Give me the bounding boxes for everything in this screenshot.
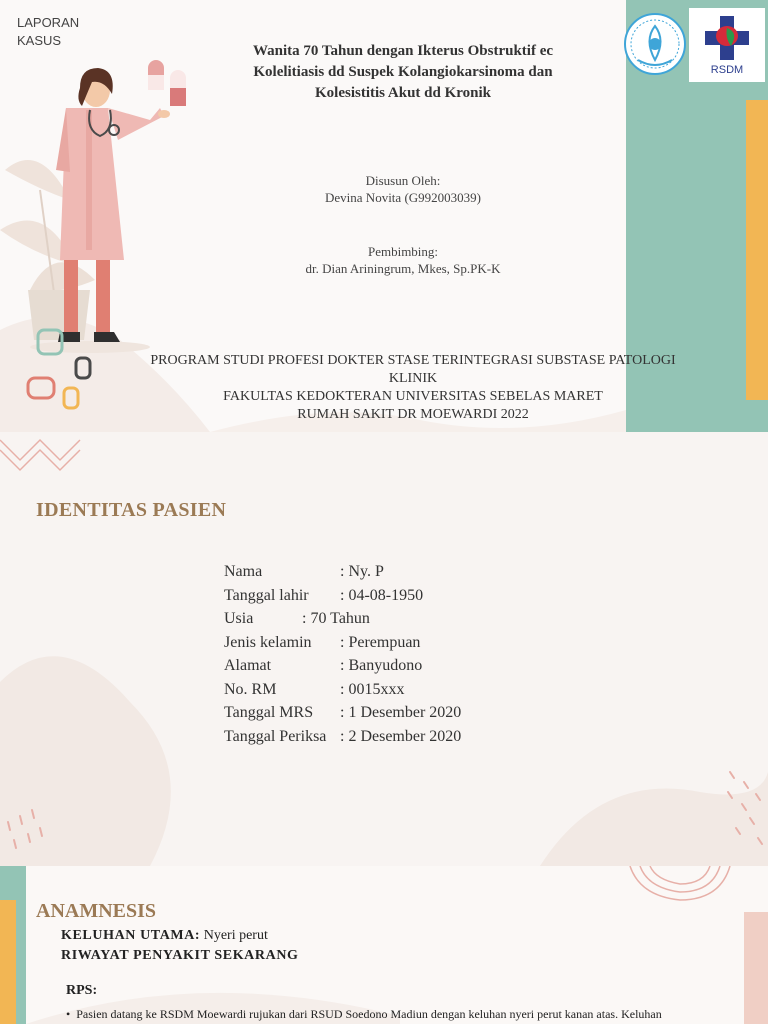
table-row: Tanggal MRS : 1 Desember 2020 [224, 704, 462, 721]
table-row: Nama : Ny. P [224, 563, 384, 580]
present-illness-heading: RIWAYAT PENYAKIT SEKARANG [61, 948, 299, 963]
report-type-label: LAPORAN KASUS [17, 15, 80, 48]
author-label: Disusun Oleh: [365, 173, 441, 188]
program-info: PROGRAM STUDI PROFESI DOKTER STASE TERINTEGRASI SUBSTASE PATOLOGI KLINIK FAKULTAS KEDOKTERAN UNIVERSITAS SEBELAS MARET RUMAH SAKIT DR MOEWARDI 2022 [150, 353, 676, 422]
table-row: No. RM : 0015xxx [224, 680, 405, 698]
pink-band [744, 912, 768, 1024]
advisor-label: Pembimbing: [367, 244, 439, 259]
chief-complaint-label: KELUHAN UTAMA: [61, 928, 201, 943]
advisor-block [203, 243, 603, 277]
section-heading: IDENTITAS PASIEN [36, 499, 227, 521]
university-logo [622, 10, 688, 78]
hospital-logo [689, 8, 765, 82]
background-decoration [0, 866, 768, 1024]
chief-complaint [61, 928, 268, 944]
rps-label: RPS: [66, 983, 98, 998]
table-row: Tanggal lahir : 04-08-1950 [224, 586, 424, 604]
yellow-band [746, 100, 768, 400]
yellow-band [0, 900, 16, 1024]
anamnesis-slide [0, 866, 768, 1024]
table-row: Alamat : Banyudono [224, 657, 423, 674]
list-item: • Pasien datang ke RSDM Moewardi rujukan dari RSUD Soedono Madiun dengan keluhan nyeri perut kanan atas. Keluhan [66, 1007, 662, 1021]
advisor-name: dr. Dian Ariningrum, Mkes, Sp.PK-K [305, 261, 501, 276]
section-heading: ANAMNESIS [36, 900, 157, 922]
patient-identity-slide [0, 432, 768, 866]
chief-complaint-value: Nyeri perut [203, 928, 268, 943]
hospital-logo-text: RSDM [710, 64, 744, 76]
table-row: Usia : 70 Tahun [224, 610, 370, 627]
bullet-icon: • [66, 1007, 77, 1021]
patient-identity-table [224, 560, 461, 748]
title-slide [0, 0, 768, 432]
author-block [203, 172, 603, 206]
medical-cross-icon [703, 14, 751, 62]
table-row: Jenis kelamin : Perempuan [224, 633, 421, 651]
table-row: Tanggal Periksa : 2 Desember 2020 [224, 727, 462, 745]
author-name: Devina Novita (G992003039) [325, 190, 481, 205]
report-title: Wanita 70 Tahun dengan Ikterus Obstruktif ec Kolelitiasis dd Suspek Kolangiokarsinoma dan Kolesistitis Akut dd Kronik [252, 43, 554, 101]
